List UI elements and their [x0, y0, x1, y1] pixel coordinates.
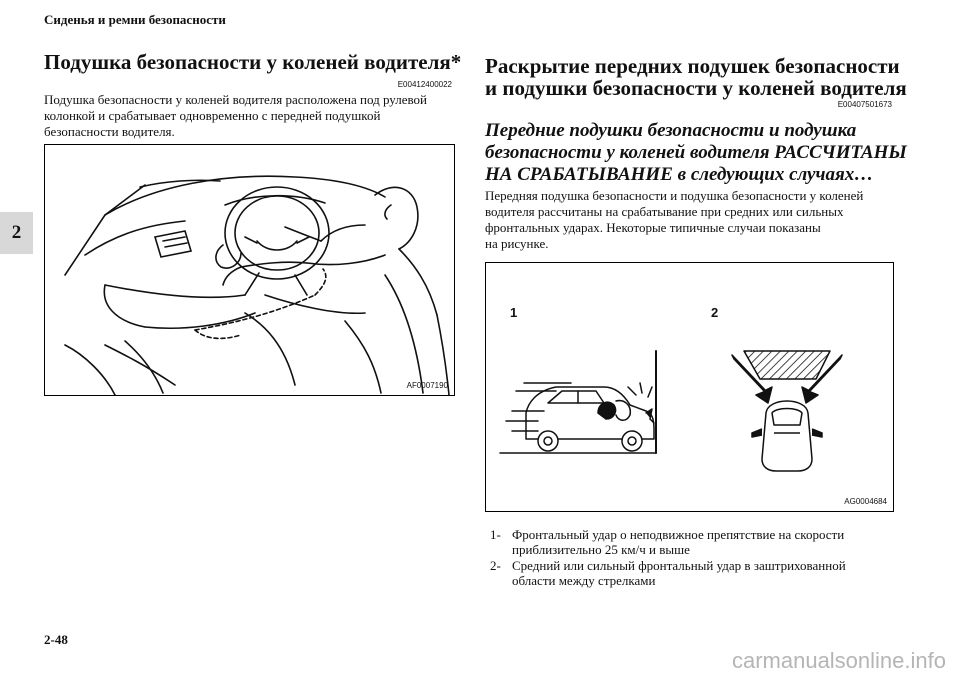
figure-label-2: 2: [711, 305, 719, 320]
frontal-wall-impact-illustration: [486, 263, 893, 511]
chapter-tab: 2: [0, 212, 33, 254]
legend-line: Средний или сильный фронтальный удар в заштрихованной: [512, 558, 846, 573]
legend-item-2: [490, 558, 900, 588]
crash-scenarios-figure: [485, 262, 894, 512]
left-section-code: E00412400022: [397, 80, 452, 89]
running-header: Сиденья и ремни безопасности: [44, 12, 226, 27]
right-heading-line: Раскрытие передних подушек безопасности: [485, 54, 900, 78]
watermark: carmanualsonline.info: [731, 648, 946, 673]
knee-airbag-figure: [44, 144, 455, 396]
right-paragraph-line: Передняя подушка безопасности и подушка безопасности у коленей: [485, 188, 864, 203]
legend-line: Фронтальный удар о неподвижное препятствие на скорости: [512, 527, 845, 542]
legend-num: 2-: [490, 558, 501, 573]
left-heading: Подушка безопасности у коленей водителя*: [44, 50, 462, 74]
right-figure-code: AG0004684: [844, 497, 887, 506]
figure-legend: [490, 527, 900, 589]
left-paragraph-line: колонкой и срабатывает одновременно с передней подушкой: [44, 108, 381, 123]
right-paragraph-line: водителя рассчитаны на срабатывание при средних или сильных: [485, 204, 844, 219]
legend-line: приблизительно 25 км/ч и выше: [512, 542, 690, 557]
right-subheading-line: безопасности у коленей водителя РАССЧИТАНЫ: [485, 142, 907, 163]
right-paragraph-line: на рисунке.: [485, 236, 549, 251]
right-paragraph-line: фронтальных ударах. Некоторые типичные случаи показаны: [485, 220, 821, 235]
legend-num: 1-: [490, 527, 501, 542]
right-paragraph: [485, 188, 905, 252]
right-section-code: E00407501673: [837, 100, 892, 109]
legend-line: области между стрелками: [512, 573, 656, 588]
right-heading: [485, 55, 907, 99]
left-paragraph: [44, 92, 464, 140]
right-subheading: [485, 120, 907, 186]
driver-knee-airbag-illustration: [45, 145, 454, 395]
right-subheading-line: Передние подушки безопасности и подушка: [485, 120, 857, 141]
right-subheading-line: НА СРАБАТЫВАНИЕ в следующих случаях…: [485, 164, 874, 185]
figure-label-1: 1: [510, 305, 518, 320]
left-paragraph-line: Подушка безопасности у коленей водителя расположена под рулевой: [44, 92, 427, 107]
right-heading-line: и подушки безопасности у коленей водителя: [485, 76, 907, 100]
legend-item-1: [490, 527, 900, 557]
left-paragraph-line: безопасности водителя.: [44, 124, 175, 139]
page-number: 2-48: [44, 632, 68, 647]
left-figure-code: AF0007190: [406, 381, 448, 390]
